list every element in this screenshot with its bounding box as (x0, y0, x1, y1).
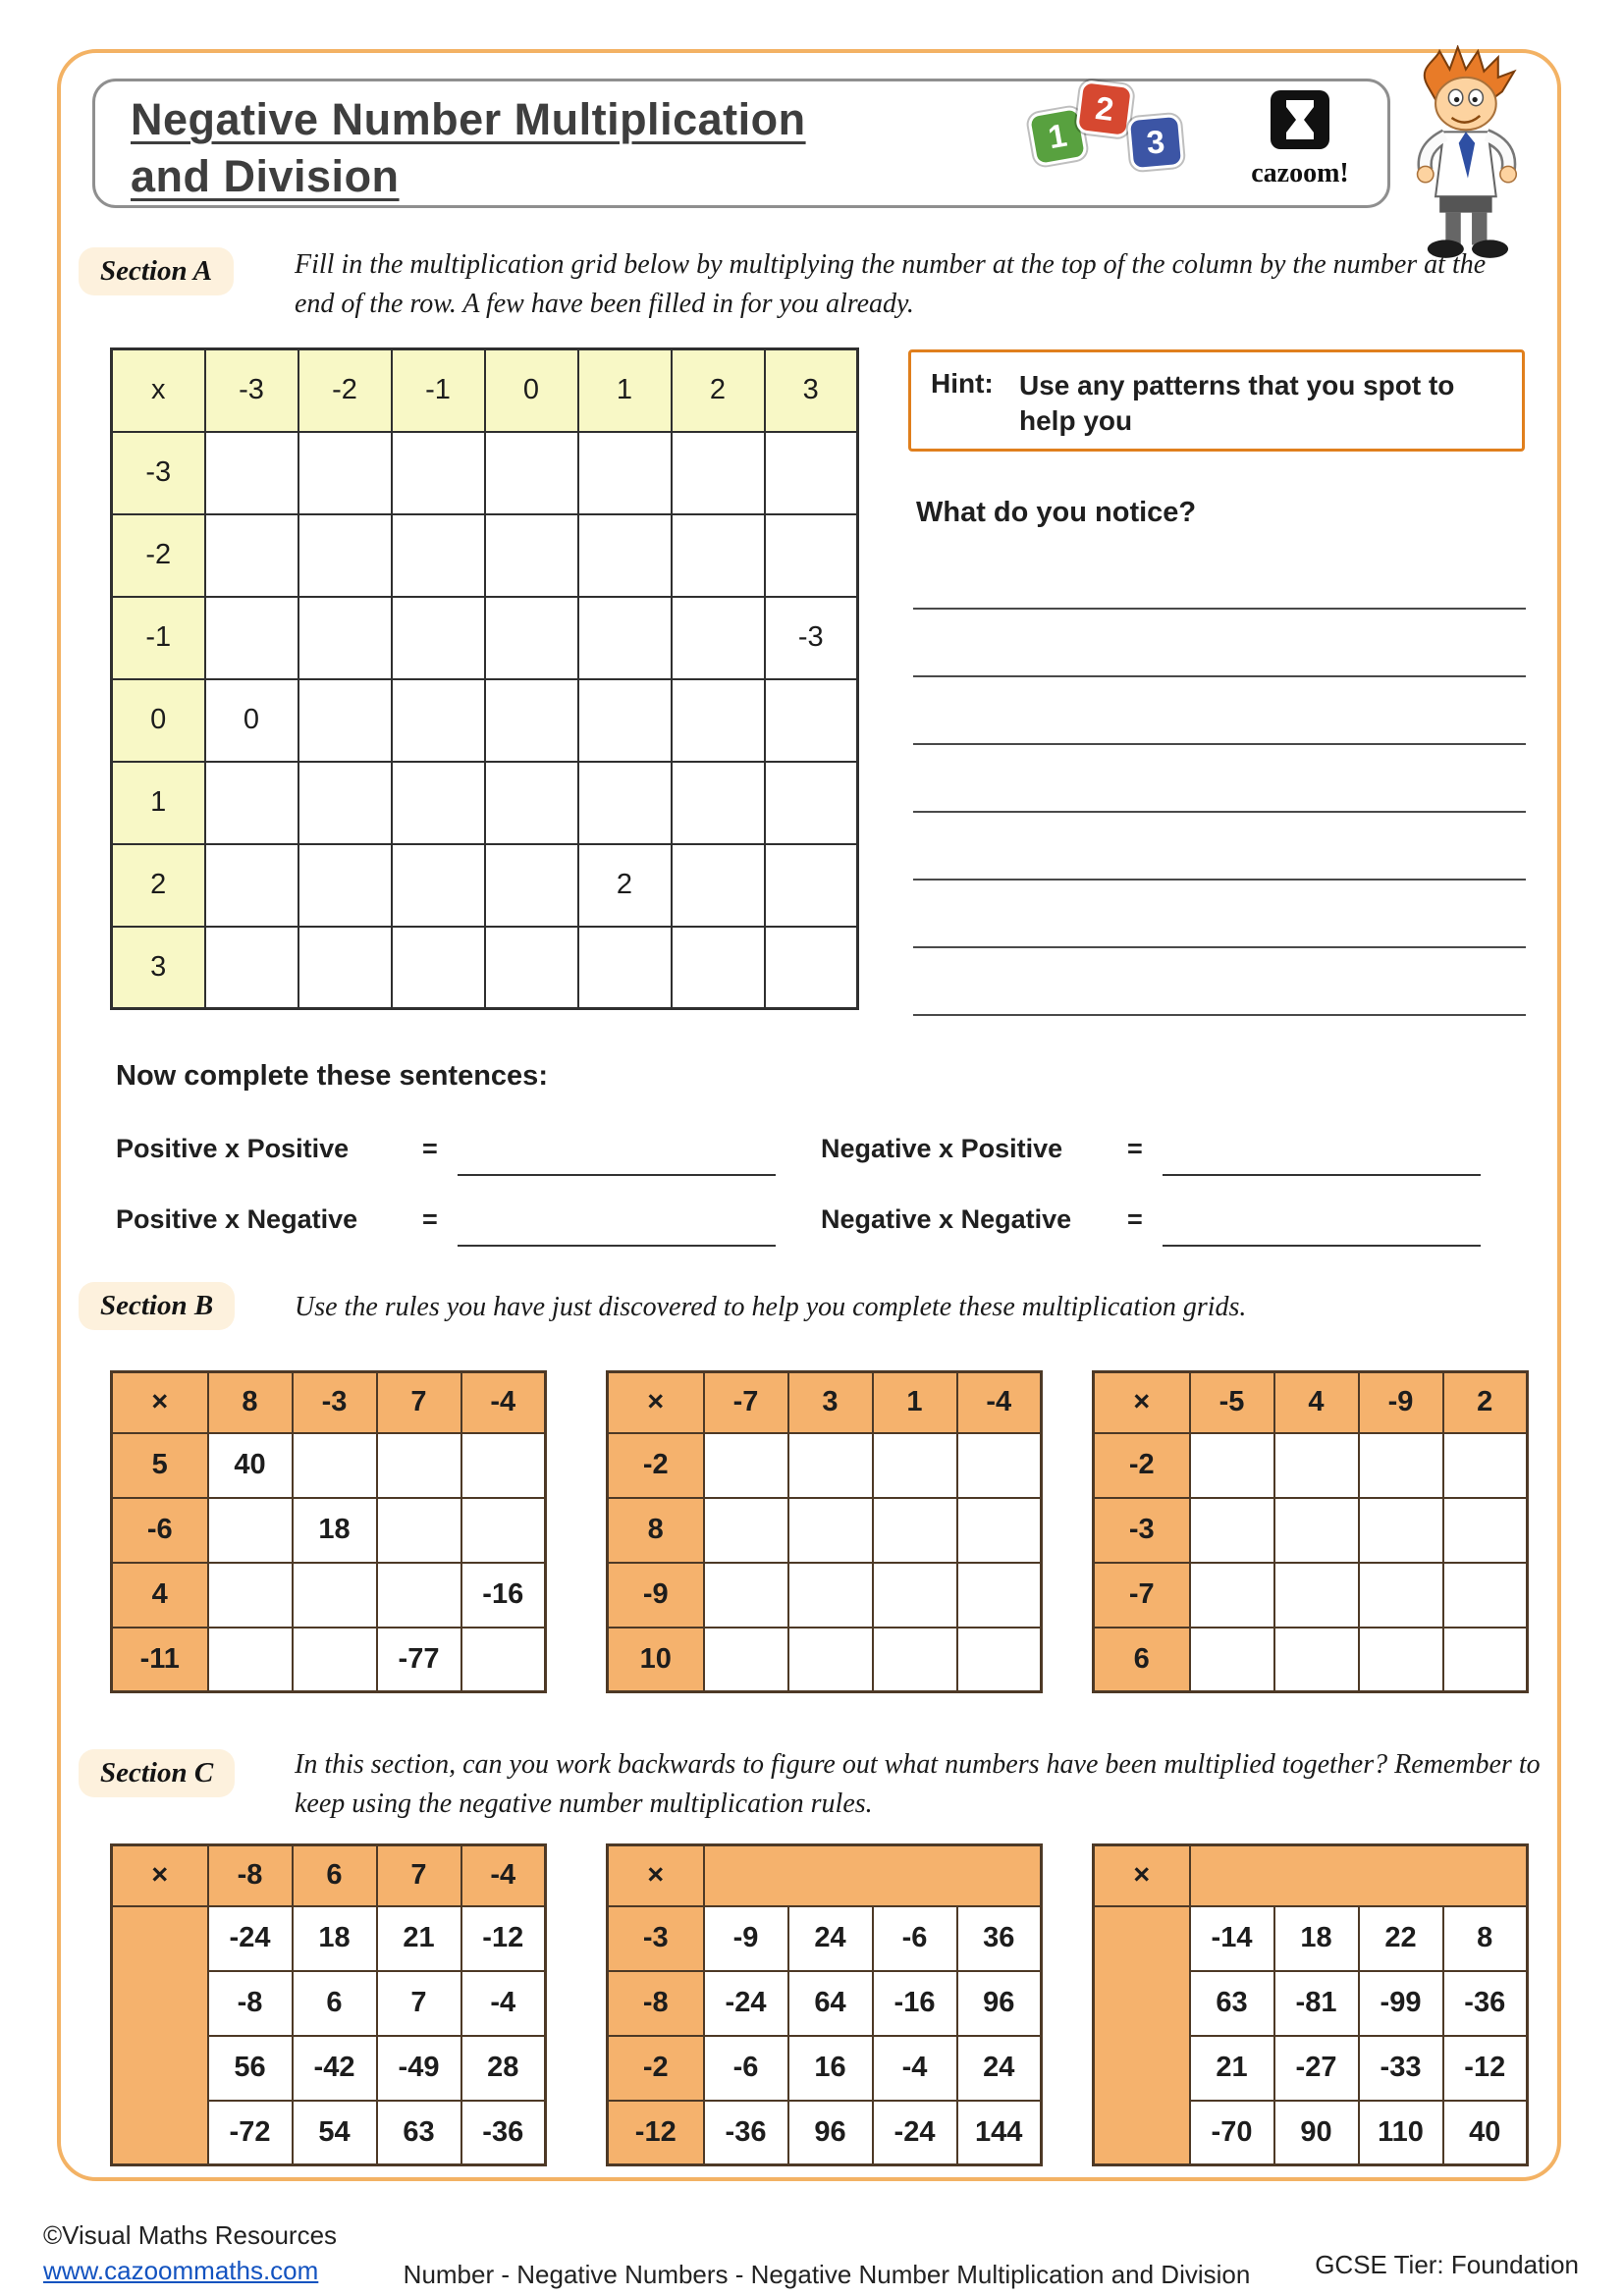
grid-row-header: 3 (112, 927, 205, 1009)
grid-row-header: -12 (608, 2101, 704, 2165)
grid-col-header: -3 (293, 1372, 377, 1433)
grid-col-header: 8 (208, 1372, 293, 1433)
grid-row-header: 10 (608, 1628, 704, 1692)
grid-cell[interactable] (704, 1498, 788, 1563)
writing-line[interactable] (913, 745, 1526, 813)
grid-cell[interactable] (873, 1433, 957, 1498)
grid-cell[interactable] (377, 1563, 461, 1628)
sentences-heading: Now complete these sentences: (116, 1060, 548, 1092)
grid-cell[interactable] (1443, 1563, 1528, 1628)
grid-cell[interactable] (765, 844, 858, 927)
grid-cell: 144 (957, 2101, 1042, 2165)
grid-cell[interactable] (957, 1628, 1042, 1692)
grid-cell: 0 (205, 679, 298, 762)
grid-cell[interactable] (377, 1433, 461, 1498)
grid-cell[interactable] (485, 514, 578, 597)
grid-cell[interactable] (392, 514, 485, 597)
sentence-label: Negative x Positive (821, 1133, 1063, 1163)
grid-cell[interactable] (392, 844, 485, 927)
grid-cell: -27 (1274, 2036, 1359, 2101)
grid-row-header: -2 (1094, 1433, 1190, 1498)
grid-row-header: -8 (608, 1971, 704, 2036)
footer-breadcrumb: Number - Negative Numbers - Negative Number Multiplication and Division (403, 2260, 1251, 2289)
grid-cell: -77 (377, 1628, 461, 1692)
grid-cell[interactable] (1274, 1498, 1359, 1563)
grid-cell[interactable] (298, 679, 392, 762)
grid-cell[interactable] (672, 844, 765, 927)
writing-line[interactable] (913, 542, 1526, 610)
grid-cell[interactable] (485, 597, 578, 679)
grid-col-header: 6 (293, 1845, 377, 1906)
grid-cell[interactable] (672, 597, 765, 679)
grid-cell[interactable] (392, 762, 485, 844)
grid-cell[interactable] (377, 1498, 461, 1563)
grid-cell[interactable] (765, 927, 858, 1009)
section-a-instruction: Fill in the multiplication grid below by multiplying the number at the top of the column by the number at the end of the row. A few have been filled in for you already. (295, 249, 1487, 319)
grid-col-header: 0 (485, 349, 578, 432)
sentence-answer-line[interactable] (1163, 1207, 1481, 1247)
grid-col-header: -9 (1359, 1372, 1443, 1433)
sentence-answer-line[interactable] (458, 1207, 776, 1247)
cazoom-logo (1239, 88, 1361, 189)
grid-col-header: 4 (1274, 1372, 1359, 1433)
grid-corner-cell: × (608, 1372, 704, 1433)
grid-cell: 7 (377, 1971, 461, 2036)
grid-row-header: 4 (112, 1563, 208, 1628)
grid-row-header: 2 (112, 844, 205, 927)
grid-corner-cell: × (1094, 1372, 1190, 1433)
grid-cell: 36 (957, 1906, 1042, 1971)
grid-col-header: -7 (704, 1372, 788, 1433)
grid-cell[interactable] (298, 927, 392, 1009)
grid-cell: 110 (1359, 2101, 1443, 2165)
grid-cell[interactable] (765, 514, 858, 597)
grid-cell[interactable] (578, 927, 672, 1009)
grid-cell[interactable] (461, 1433, 546, 1498)
grid-cell[interactable] (672, 679, 765, 762)
grid-cell: -24 (208, 1906, 293, 1971)
grid-cell: 22 (1359, 1906, 1443, 1971)
grid-cell[interactable] (578, 762, 672, 844)
grid-cell[interactable] (788, 1628, 873, 1692)
section-b-label: Section B (79, 1282, 235, 1330)
grid-row-header: -3 (608, 1906, 704, 1971)
grid-cell[interactable] (704, 1433, 788, 1498)
notice-question: What do you notice? (916, 497, 1197, 528)
numbers-123-logo (1031, 82, 1198, 192)
sentence-positive-negative (116, 1184, 821, 1255)
grid-cell: 56 (208, 2036, 293, 2101)
grid-cell[interactable] (788, 1498, 873, 1563)
grid-cell[interactable] (298, 597, 392, 679)
grid-cell[interactable] (298, 844, 392, 927)
grid-cell[interactable] (704, 1563, 788, 1628)
grid-cell[interactable] (485, 432, 578, 514)
grid-cell: 40 (1443, 2101, 1528, 2165)
grid-cell[interactable] (873, 1498, 957, 1563)
grid-cell: -33 (1359, 2036, 1443, 2101)
grid-corner-cell: × (112, 1845, 208, 1906)
grid-cell[interactable] (578, 432, 672, 514)
grid-cell: 24 (788, 1906, 873, 1971)
grid-cell: -4 (461, 1971, 546, 2036)
grid-cell[interactable] (298, 432, 392, 514)
grid-cell[interactable] (205, 762, 298, 844)
grid-cell[interactable] (485, 762, 578, 844)
grid-cell: 90 (1274, 2101, 1359, 2165)
grid-row-header: -11 (112, 1628, 208, 1692)
grid-corner-cell: × (1094, 1845, 1190, 1906)
grid-cell: -4 (873, 2036, 957, 2101)
grid-cell[interactable] (392, 679, 485, 762)
grid-corner-cell: x (112, 349, 205, 432)
grid-cell: -6 (704, 2036, 788, 2101)
grid-col-header: -1 (392, 349, 485, 432)
grid-cell: -24 (704, 1971, 788, 2036)
multiplication-grid-a (110, 347, 859, 1010)
hint-box (908, 349, 1525, 452)
grid-cell[interactable] (1190, 1498, 1274, 1563)
grid-cell[interactable] (672, 514, 765, 597)
grid-cell[interactable] (788, 1563, 873, 1628)
writing-line[interactable] (913, 948, 1526, 1016)
grid-cell: 6 (293, 1971, 377, 2036)
grid-cell[interactable] (205, 432, 298, 514)
grid-b2 (606, 1370, 1043, 1693)
section-c-instruction: In this section, can you work backwards to figure out what numbers have been multiplied together? Remember to keep using the negative number multiplication rules. (295, 1749, 1541, 1819)
grid-cell: -99 (1359, 1971, 1443, 2036)
grid-cell[interactable] (461, 1498, 546, 1563)
grid-cell: -16 (461, 1563, 546, 1628)
grid-row-header: 6 (1094, 1628, 1190, 1692)
grid-col-header: 1 (578, 349, 672, 432)
grid-cell[interactable] (1190, 1628, 1274, 1692)
sentence-label: Positive x Negative (116, 1203, 358, 1234)
grid-cell: -42 (293, 2036, 377, 2101)
grid-cell[interactable] (873, 1563, 957, 1628)
digit-3-tile: 3 (1127, 114, 1185, 172)
grid-cell[interactable] (392, 927, 485, 1009)
grid-c1 (110, 1843, 547, 2166)
grid-row-header: -2 (112, 514, 205, 597)
grid-cell: 63 (1190, 1971, 1274, 2036)
cazoom-brand-text: cazoom! (1251, 158, 1349, 188)
grid-cell[interactable] (205, 927, 298, 1009)
grid-b1 (110, 1370, 547, 1693)
grid-cell[interactable] (1359, 1433, 1443, 1498)
grid-col-header: -4 (461, 1845, 546, 1906)
equals-sign: = (1127, 1203, 1143, 1234)
grid-row-header: -2 (608, 2036, 704, 2101)
sentence-negative-negative (821, 1184, 1526, 1255)
writing-line[interactable] (913, 813, 1526, 881)
sentence-negative-positive (821, 1113, 1526, 1184)
grid-cell: 16 (788, 2036, 873, 2101)
grid-row-header: 5 (112, 1433, 208, 1498)
grid-cell: 24 (957, 2036, 1042, 2101)
grid-row-header: -3 (1094, 1498, 1190, 1563)
grid-row-header: -6 (112, 1498, 208, 1563)
grid-cell: -3 (765, 597, 858, 679)
grid-cell[interactable] (1274, 1628, 1359, 1692)
grid-b3 (1092, 1370, 1529, 1693)
grid-cell[interactable] (788, 1433, 873, 1498)
grid-cell: -36 (704, 2101, 788, 2165)
grid-col-header: 2 (1443, 1372, 1528, 1433)
sentence-answer-line[interactable] (458, 1137, 776, 1176)
grid-col-header: 1 (873, 1372, 957, 1433)
grid-cell[interactable] (957, 1498, 1042, 1563)
grid-cell: -14 (1190, 1906, 1274, 1971)
grid-cell[interactable] (957, 1433, 1042, 1498)
grid-cell[interactable] (1359, 1628, 1443, 1692)
grid-cell: 21 (377, 1906, 461, 1971)
grid-blank-row-header (1094, 1906, 1190, 2165)
grid-cell: -36 (461, 2101, 546, 2165)
grid-cell[interactable] (298, 514, 392, 597)
sentence-answer-line[interactable] (1163, 1137, 1481, 1176)
grid-cell[interactable] (1443, 1433, 1528, 1498)
grid-cell[interactable] (392, 432, 485, 514)
grid-cell[interactable] (1190, 1563, 1274, 1628)
grid-cell: -6 (873, 1906, 957, 1971)
grid-cell: 40 (208, 1433, 293, 1498)
sentence-label: Positive x Positive (116, 1133, 350, 1163)
grid-cell: 2 (578, 844, 672, 927)
grid-cell: -9 (704, 1906, 788, 1971)
grid-cell[interactable] (1274, 1433, 1359, 1498)
grid-blank-header (1190, 1845, 1528, 1906)
grid-cell[interactable] (578, 597, 672, 679)
grid-cell[interactable] (672, 432, 765, 514)
grid-cell[interactable] (208, 1498, 293, 1563)
hint-text: Use any patterns that you spot to help you (1019, 370, 1455, 437)
grid-blank-row-header (112, 1906, 208, 2165)
grid-row-header: 1 (112, 762, 205, 844)
grid-cell[interactable] (293, 1563, 377, 1628)
grid-cell[interactable] (1359, 1498, 1443, 1563)
grid-cell[interactable] (765, 762, 858, 844)
grid-cell[interactable] (208, 1563, 293, 1628)
grid-cell[interactable] (485, 927, 578, 1009)
sentences-block (116, 1113, 1526, 1255)
grid-cell[interactable] (765, 432, 858, 514)
grid-cell[interactable] (205, 514, 298, 597)
grid-cell: 64 (788, 1971, 873, 2036)
grid-col-header: -8 (208, 1845, 293, 1906)
footer-website-link[interactable]: www.cazoommaths.com (43, 2256, 319, 2285)
grid-cell: 28 (461, 2036, 546, 2101)
grid-cell: -8 (208, 1971, 293, 2036)
grid-row-header: -3 (112, 432, 205, 514)
grid-cell[interactable] (1443, 1498, 1528, 1563)
grid-row-header: -7 (1094, 1563, 1190, 1628)
grid-cell: 63 (377, 2101, 461, 2165)
grid-cell: -12 (461, 1906, 546, 1971)
grid-cell: 8 (1443, 1906, 1528, 1971)
grid-cell[interactable] (672, 927, 765, 1009)
grid-cell: -24 (873, 2101, 957, 2165)
grid-col-header: -4 (461, 1372, 546, 1433)
grid-cell[interactable] (1359, 1563, 1443, 1628)
grid-col-header: -2 (298, 349, 392, 432)
grid-cell[interactable] (765, 679, 858, 762)
grid-cell: -72 (208, 2101, 293, 2165)
grid-cell[interactable] (208, 1628, 293, 1692)
grid-cell[interactable] (578, 679, 672, 762)
grid-col-header: -3 (205, 349, 298, 432)
grid-cell: 54 (293, 2101, 377, 2165)
grid-row-header: -1 (112, 597, 205, 679)
grid-cell: 18 (1274, 1906, 1359, 1971)
grid-blank-header (704, 1845, 1042, 1906)
grid-col-header: -4 (957, 1372, 1042, 1433)
grid-corner-cell: × (112, 1372, 208, 1433)
grid-cell[interactable] (205, 844, 298, 927)
grid-cell: -36 (1443, 1971, 1528, 2036)
writing-line[interactable] (913, 610, 1526, 677)
grid-cell[interactable] (957, 1563, 1042, 1628)
mascot-character (1398, 45, 1542, 263)
grid-col-header: 7 (377, 1845, 461, 1906)
grid-corner-cell: × (608, 1845, 704, 1906)
grid-row-header: -9 (608, 1563, 704, 1628)
grid-cell[interactable] (672, 762, 765, 844)
title-line-2: and Division (131, 150, 400, 201)
equals-sign: = (422, 1133, 438, 1163)
section-c-label: Section C (79, 1749, 235, 1797)
sentence-label: Negative x Negative (821, 1203, 1072, 1234)
grid-cell[interactable] (704, 1628, 788, 1692)
sentence-positive-positive (116, 1113, 821, 1184)
grid-cell[interactable] (392, 597, 485, 679)
grid-cell: 96 (788, 2101, 873, 2165)
writing-line[interactable] (913, 881, 1526, 948)
grid-col-header: 2 (672, 349, 765, 432)
equals-sign: = (1127, 1133, 1143, 1163)
page-title (131, 91, 806, 204)
grid-cell[interactable] (485, 679, 578, 762)
grid-row-header: 0 (112, 679, 205, 762)
writing-line[interactable] (913, 677, 1526, 745)
grid-cell[interactable] (578, 514, 672, 597)
section-b-instruction: Use the rules you have just discovered to help you complete these multiplication grids. (295, 1292, 1247, 1322)
grid-cell[interactable] (1190, 1433, 1274, 1498)
grid-cell: -12 (1443, 2036, 1528, 2101)
grid-cell: 18 (293, 1498, 377, 1563)
grid-col-header: 3 (765, 349, 858, 432)
title-line-1: Negative Number Multiplication (131, 94, 806, 144)
grid-row-header: -2 (608, 1433, 704, 1498)
grid-cell[interactable] (1443, 1628, 1528, 1692)
grid-cell: -16 (873, 1971, 957, 2036)
section-a-label: Section A (79, 247, 234, 295)
grid-cell[interactable] (293, 1628, 377, 1692)
digit-1-tile: 1 (1027, 106, 1089, 168)
cazoom-hourglass-icon (1269, 88, 1331, 151)
grid-cell: -81 (1274, 1971, 1359, 2036)
grid-c3 (1092, 1843, 1529, 2166)
footer-tier: GCSE Tier: Foundation (1315, 2250, 1579, 2279)
hint-label: Hint: (931, 368, 994, 399)
grid-cell[interactable] (1274, 1563, 1359, 1628)
grid-cell: 96 (957, 1971, 1042, 2036)
equals-sign: = (422, 1203, 438, 1234)
grid-col-header: 7 (377, 1372, 461, 1433)
grid-cell: 21 (1190, 2036, 1274, 2101)
grid-cell[interactable] (298, 762, 392, 844)
notice-answer-lines (913, 542, 1526, 1016)
grid-cell[interactable] (461, 1628, 546, 1692)
grid-cell[interactable] (873, 1628, 957, 1692)
grid-c2 (606, 1843, 1043, 2166)
grid-cell[interactable] (205, 597, 298, 679)
grid-col-header: -5 (1190, 1372, 1274, 1433)
grid-cell: 18 (293, 1906, 377, 1971)
footer-copyright: ©Visual Maths Resources (43, 2220, 338, 2250)
grid-cell: -70 (1190, 2101, 1274, 2165)
digit-2-tile: 2 (1075, 80, 1134, 138)
grid-row-header: 8 (608, 1498, 704, 1563)
grid-cell[interactable] (293, 1433, 377, 1498)
grid-cell[interactable] (485, 844, 578, 927)
grid-cell: -49 (377, 2036, 461, 2101)
grid-col-header: 3 (788, 1372, 873, 1433)
